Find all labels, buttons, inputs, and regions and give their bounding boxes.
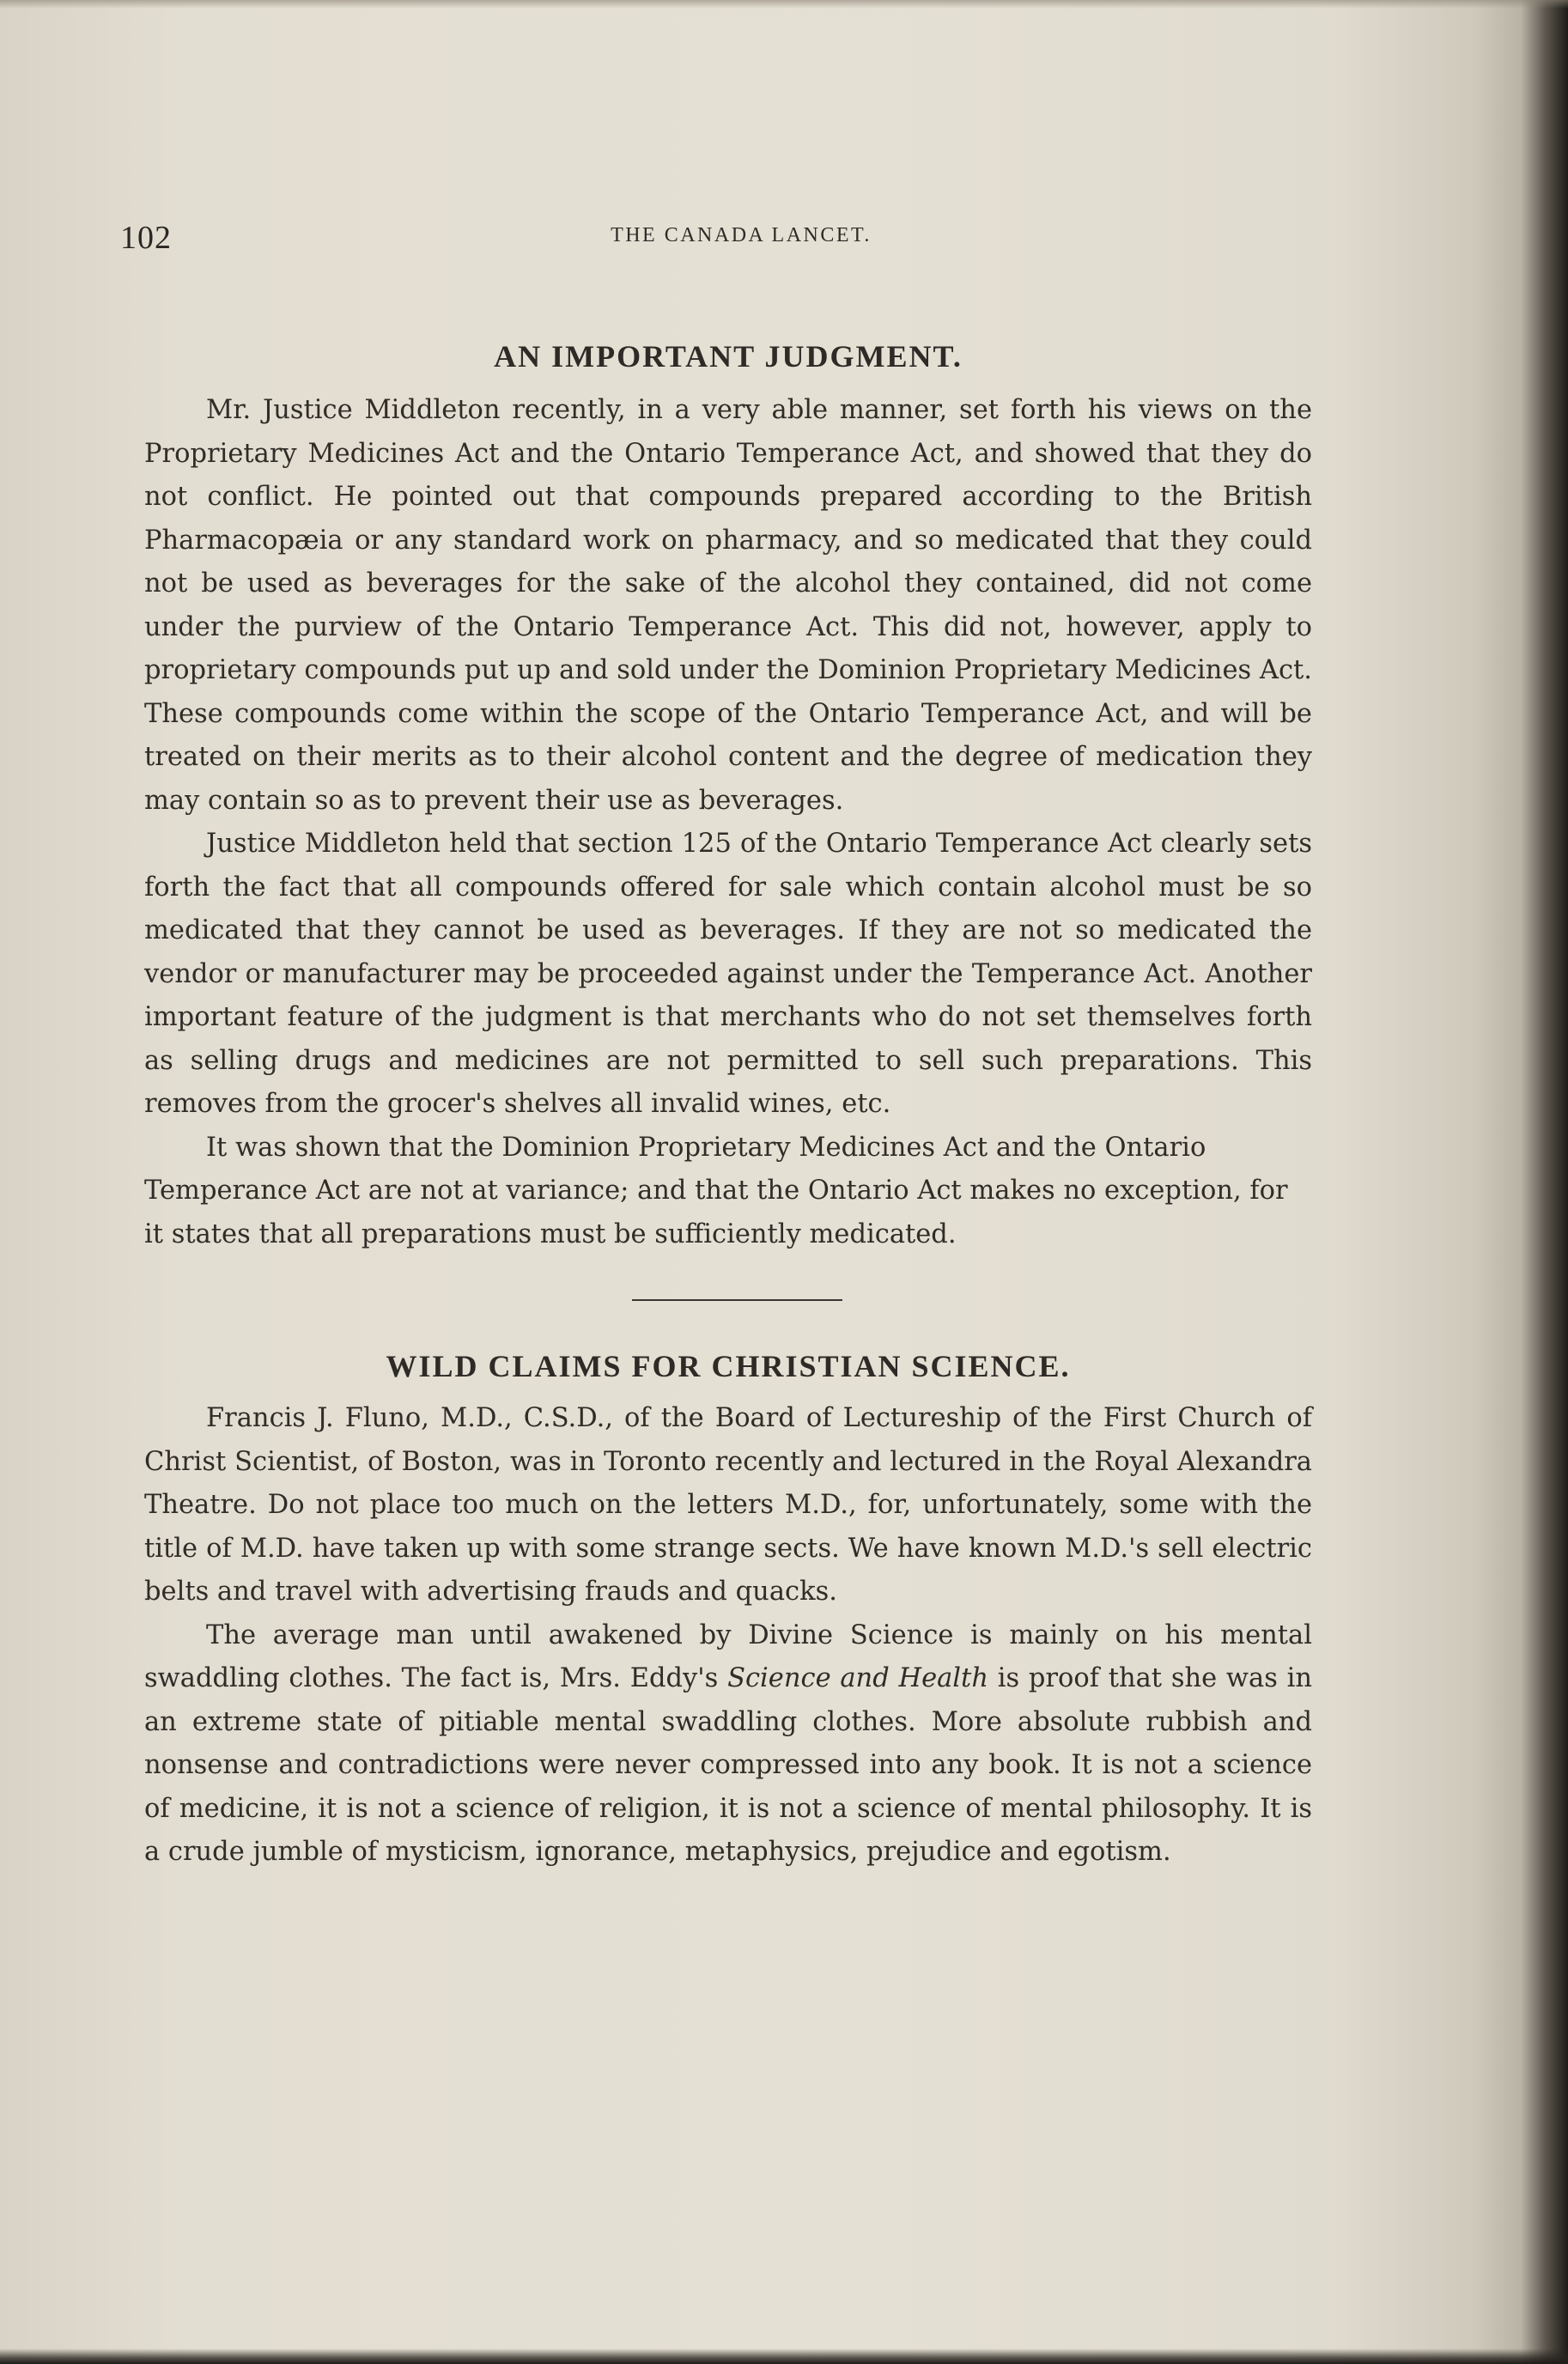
- paragraph-text: The average man until awakened by Divine Science is mainly on his mental swaddling clothes. The fact is, Mrs. Eddy's: [144, 1620, 1312, 1693]
- running-head: [120, 219, 1312, 262]
- journal-title: THE CANADA LANCET.: [611, 224, 872, 246]
- book-title: Science and Health: [727, 1663, 988, 1693]
- paragraph: Francis J. Fluno, M.D., C.S.D., of the Board of Lectureship of the First Church of Christ Scientist, of Boston, was in Toronto recently and lectured in the Royal Alexandra Theatre. Do not place too much on the letters M.D., for, unfortunately, some with the title of M.D. have taken up with some strange sects. We have known M.D.'s sell electric belts and travel with advertising frauds and quacks.: [144, 1403, 1312, 1607]
- journal-page: [120, 219, 1312, 1875]
- page-top-shadow: [0, 0, 1568, 9]
- paragraph: [144, 1614, 1312, 1875]
- paragraph-text: is proof that she was in an extreme state of pitiable mental swaddling clothes. More absolute rubbish and nonsense and contradictions were never compressed into any book. It is not a science of medicine, it is not a science of religion, it is not a science of mental philosophy. It is a crude jumble of mysticism, ignorance, metaphysics, prejudice and egotism.: [144, 1663, 1312, 1867]
- paragraph: Mr. Justice Middleton recently, in a very able manner, set forth his views on the Proprietary Medicines Act and the Ontario Temperance Act, and showed that they do not conflict. He pointed out that compounds prepared according to the British Pharmacopæia or any standard work on pharmacy, and so medicated that they could not be used as beverages for the sake of the alcohol they contained, did not come under the purview of the Ontario Temperance Act. This did not, however, apply to proprietary compounds put up and sold under the Dominion Proprietary Medicines Act. These compounds come within the scope of the Ontario Temperance Act, and will be treated on their merits as to their alcohol content and the degree of medication they may contain so as to prevent their use as beverages.: [144, 395, 1312, 816]
- paragraph: It was shown that the Dominion Proprietary Medicines Act and the Ontario Temperance Act are not at variance; and that the Ontario Act makes no exception, for it states that all preparations must be sufficiently medicated.: [144, 1132, 1288, 1249]
- article-title-christian-science: WILD CLAIMS FOR CHRISTIAN SCIENCE.: [386, 1349, 1071, 1383]
- article-body-important-judgment: [144, 389, 1312, 1256]
- article-body-christian-science: [144, 1397, 1312, 1875]
- page-number: 102: [120, 220, 172, 256]
- article-title-important-judgment: AN IMPORTANT JUDGMENT.: [494, 339, 963, 374]
- page-bottom-shadow: [0, 2349, 1568, 2364]
- paragraph: Justice Middleton held that section 125 of the Ontario Temperance Act clearly sets forth the fact that all compounds offered for sale which contain alcohol must be so medicated that they cannot be used as beverages. If they are not so medicated the vendor or manufacturer may be proceeded against under the Temperance Act. Another important feature of the judgment is that merchants who do not set themselves forth as selling drugs and medicines are not permitted to sell such preparations. This removes from the grocer's shelves all invalid wines, etc.: [144, 829, 1312, 1119]
- section-divider-rule: [632, 1299, 842, 1301]
